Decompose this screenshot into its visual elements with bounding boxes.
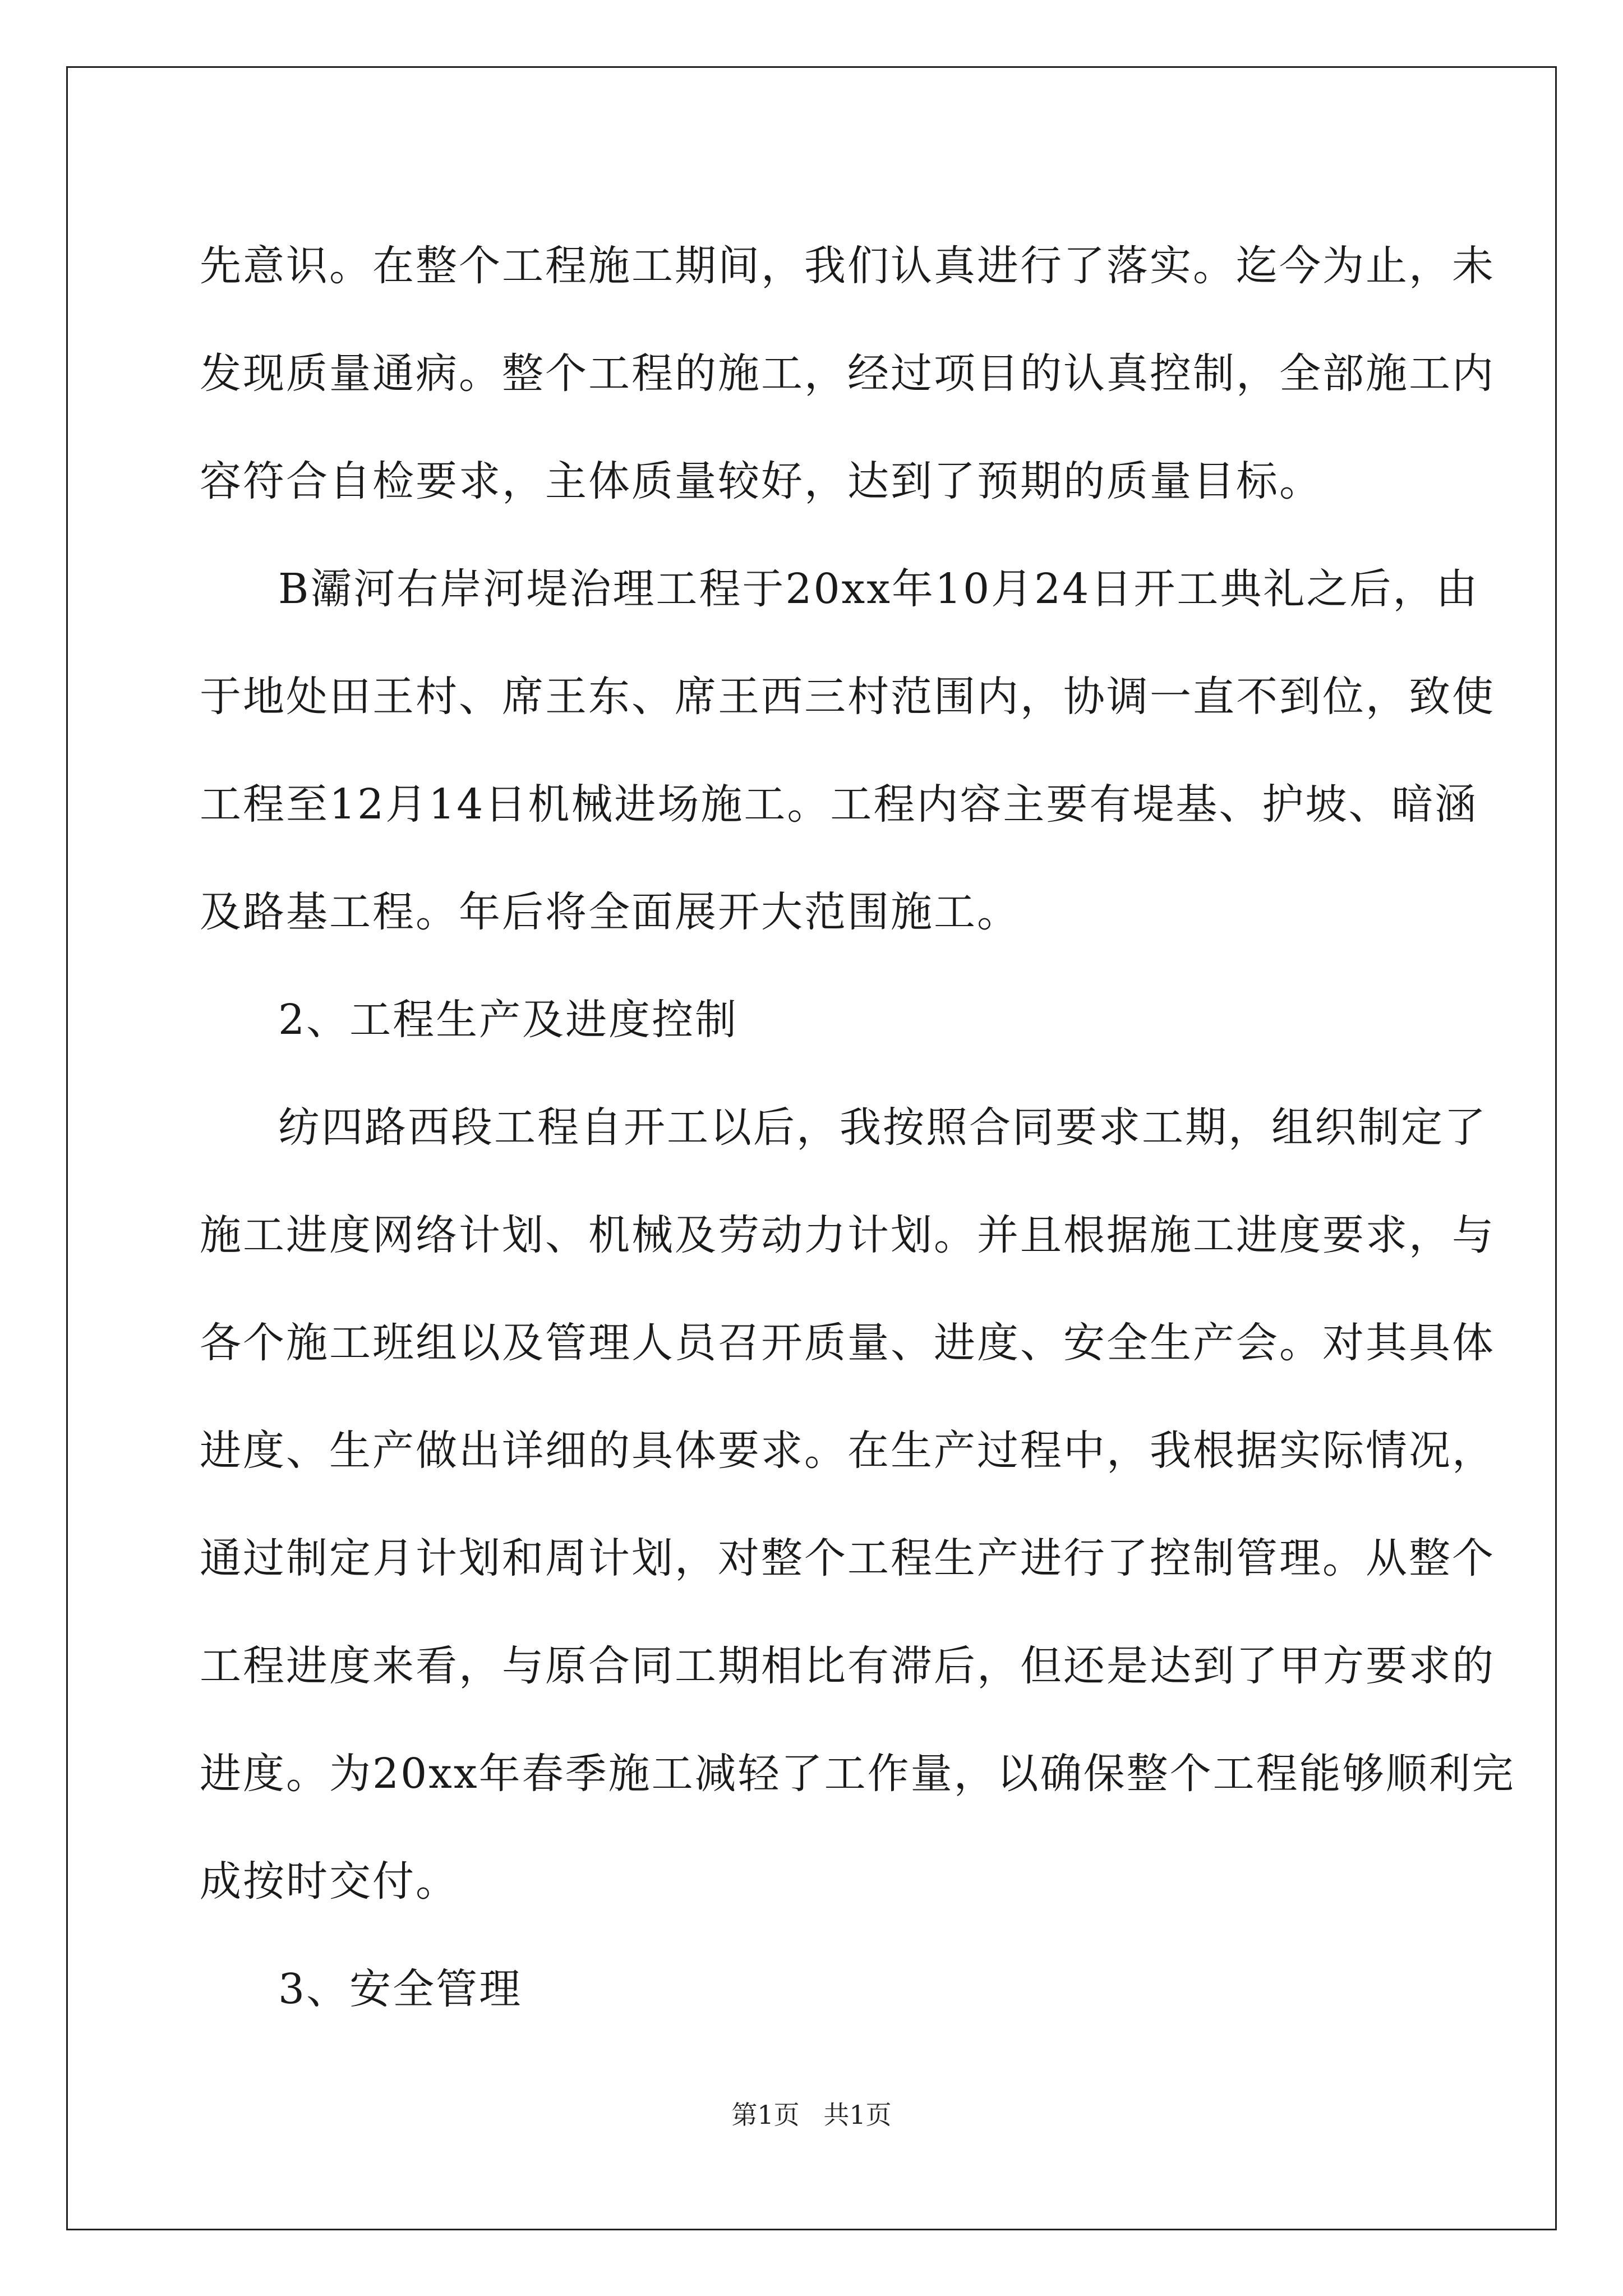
text-line: 容符合自检要求，主体质量较好，达到了预期的质量目标。: [200, 457, 1322, 505]
text-line: 进度。为20xx年春季施工减轻了工作量，以确保整个工程能够顺利完: [200, 1750, 1515, 1798]
text-line: 通过制定月计划和周计划，对整个工程生产进行了控制管理。从整个: [200, 1534, 1495, 1582]
page-number-current: 第1页: [731, 2100, 800, 2130]
page-footer: [0, 2098, 1623, 2132]
text-line: 工程进度来看，与原合同工期相比有滞后，但还是达到了甲方要求的: [200, 1642, 1495, 1690]
text-line: 及路基工程。年后将全面展开大范围施工。: [200, 888, 1020, 936]
text-line: 施工进度网络计划、机械及劳动力计划。并且根据施工进度要求，与: [200, 1211, 1495, 1259]
text-line: 进度、生产做出详细的具体要求。在生产过程中，我根据实际情况，: [200, 1427, 1495, 1475]
document-body: [200, 212, 1515, 2043]
section-heading: 3、安全管理: [278, 1965, 523, 2013]
paragraph-start-line: 纺四路西段工程自开工以后，我按照合同要求工期，组织制定了: [278, 1103, 1487, 1152]
text-line: 各个施工班组以及管理人员召开质量、进度、安全生产会。对其具体: [200, 1319, 1495, 1367]
text-line: 发现质量通病。整个工程的施工，经过项目的认真控制，全部施工内: [200, 349, 1495, 398]
paragraph-start-line: B灞河右岸河堤治理工程于20xx年10月24日开工典礼之后，由: [278, 565, 1479, 613]
text-line: 先意识。在整个工程施工期间，我们认真进行了落实。迄今为止，未: [200, 242, 1495, 290]
text-line: 成按时交付。: [200, 1857, 459, 1906]
page-number-total: 共1页: [823, 2100, 892, 2130]
section-heading: 2、工程生产及进度控制: [278, 996, 739, 1044]
text-line: 于地处田王村、席王东、席王西三村范围内，协调一直不到位，致使: [200, 673, 1495, 721]
text-line: 工程至12月14日机械进场施工。工程内容主要有堤基、护坡、暗涵: [200, 780, 1478, 829]
